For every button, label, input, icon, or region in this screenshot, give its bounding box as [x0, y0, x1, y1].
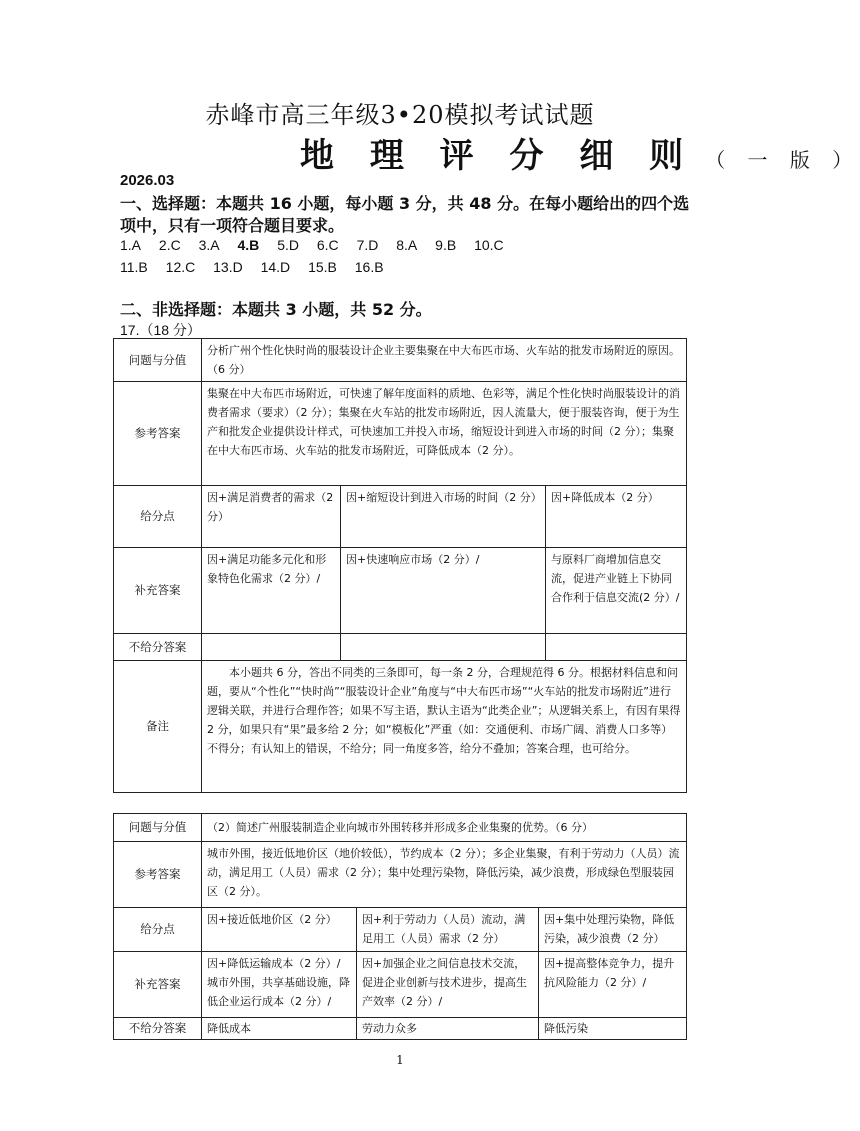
supplement-answer: 因+快速响应市场（2 分）/	[341, 548, 546, 634]
answer-item: 10.C	[474, 237, 504, 253]
exam-title: 赤峰市高三年级3•20模拟考试试题	[205, 101, 595, 129]
no-score-answer	[202, 634, 341, 661]
score-point: 因+满足消费者的需求（2 分）	[202, 486, 341, 548]
exam-date: 2026.03	[120, 172, 175, 189]
row-label: 参考答案	[114, 382, 202, 486]
answer-item: 2.C	[158, 237, 181, 253]
table-row	[114, 548, 687, 634]
document-subtitle	[300, 128, 860, 177]
table-row	[114, 486, 687, 548]
reference-answer: 集聚在中大布匹市场附近，可快速了解年度面料的质地、色彩等，满足个性化快时尚服装设计的消费者需求（要求）（2 分）；集聚在火车站的批发市场附近，因人流量大，便于服装咨询，便于为生产和批发企业提供设计样式，可快速加工并投入市场，缩短设计到进入市场的时间（2 分）；集聚在中大布匹市场、火车站的批发市场附近，可降低成本（2 分）。	[202, 382, 687, 486]
table-row	[114, 339, 687, 382]
supplement-answer: 因+加强企业之间信息技术交流，促进企业创新与技术进步，提高生产效率（2 分）/	[357, 952, 539, 1018]
answer-item: 8.A	[396, 237, 418, 253]
row-label: 不给分答案	[114, 634, 202, 661]
table-row	[114, 952, 687, 1018]
row-label: 参考答案	[114, 842, 202, 908]
scoring-table-2	[113, 813, 687, 1040]
answer-item: 13.D	[213, 259, 243, 275]
reference-answer: 城市外围，接近低地价区（地价较低），节约成本（2 分）；多企业集聚，有利于劳动力（人员）流动，满足用工（人员）需求（2 分）；集中处理污染物，降低污染，减少浪费，形成绿色型服装园区（2 分）。	[202, 842, 687, 908]
row-label: 给分点	[114, 908, 202, 952]
answer-item: 3.A	[198, 237, 220, 253]
row-label: 问题与分值	[114, 339, 202, 382]
table-row	[114, 842, 687, 908]
answer-item: 12.C	[165, 259, 196, 275]
answer-item: 11.B	[120, 259, 148, 275]
score-point: 因+接近低地价区（2 分）	[202, 908, 357, 952]
score-point: 因+利于劳动力（人员）流动，满足用工（人员）需求（2 分）	[357, 908, 539, 952]
score-point: 因+集中处理污染物，降低污染，减少浪费（2 分）	[539, 908, 687, 952]
answer-item: 7.D	[356, 237, 379, 253]
row-label: 给分点	[114, 486, 202, 548]
question-text: （2）简述广州服装制造企业向城市外围转移并形成多企业集聚的优势。（6 分）	[202, 814, 687, 842]
answer-item: 14.D	[260, 259, 291, 275]
score-point: 因+降低成本（2 分）	[546, 486, 687, 548]
question-17-label: 17.（18 分）	[120, 322, 201, 338]
row-label: 补充答案	[114, 548, 202, 634]
table-row	[114, 1018, 687, 1040]
version-label: （ 一 版 ）	[705, 148, 860, 172]
row-label: 备注	[114, 661, 202, 793]
supplement-answer: 因+降低运输成本（2 分）/城市外围，共享基础设施，降低企业运行成本（2 分）/	[202, 952, 357, 1018]
section1-heading: 一、选择题：本题共 16 小题，每小题 3 分，共 48 分。在每小题给出的四个选项中，只有一项符合题目要求。	[120, 194, 690, 235]
answer-item: 15.B	[308, 259, 337, 275]
no-score-answer: 降低污染	[539, 1018, 687, 1040]
answer-item: 5.D	[277, 237, 299, 253]
notes-text: 本小题共 6 分，答出不同类的三条即可，每一条 2 分，合理规范得 6 分。根据材料信息和问题，要从“个性化”“快时尚”“服装设计企业”角度与“中大布匹市场”“火车站的批发市场附近”进行逻辑关联，并进行合理作答；如果不写主语，默认主语为“此类企业”；从逻辑关系上，有因有果得 2 分，如果只有“果”最多给 2 分；如“模板化”严重（如：交通便利、市场广阔、消费人口多等）不得分；有认知上的错误，不给分；同一角度多答，给分不叠加；答案合理，也可给分。	[202, 661, 687, 793]
supplement-answer: 因+提高整体竞争力，提升抗风险能力（2 分）/	[539, 952, 687, 1018]
subtitle-text: 地 理 评 分 细 则	[300, 136, 696, 176]
question-text: 分析广州个性化快时尚的服装设计企业主要集聚在中大布匹市场、火车站的批发市场附近的原因。（6 分）	[202, 339, 687, 382]
answers-row-2	[120, 259, 398, 275]
table-row	[114, 908, 687, 952]
supplement-answer: 因+满足功能多元化和形象特色化需求（2 分）/	[202, 548, 341, 634]
page-number: 1	[396, 1053, 404, 1067]
no-score-answer: 降低成本	[202, 1018, 357, 1040]
answer-item: 4.B	[237, 237, 260, 253]
answer-item: 6.C	[316, 237, 339, 253]
answer-item: 16.B	[354, 259, 384, 275]
table-row	[114, 382, 687, 486]
answer-item: 9.B	[435, 237, 457, 253]
supplement-answer: 与原料厂商增加信息交流，促进产业链上下协同合作利于信息交流(2 分）/	[546, 548, 687, 634]
answers-row-1	[120, 237, 518, 253]
table-row	[114, 814, 687, 842]
score-point: 因+缩短设计到进入市场的时间（2 分）	[341, 486, 546, 548]
row-label: 补充答案	[114, 952, 202, 1018]
row-label: 不给分答案	[114, 1018, 202, 1040]
no-score-answer	[341, 634, 546, 661]
table-row	[114, 634, 687, 661]
no-score-answer: 劳动力众多	[357, 1018, 539, 1040]
no-score-answer	[546, 634, 687, 661]
row-label: 问题与分值	[114, 814, 202, 842]
table-row	[114, 661, 687, 793]
scoring-table-1	[113, 338, 687, 793]
section2-heading: 二、非选择题：本题共 3 小题，共 52 分。	[120, 300, 432, 319]
answer-item: 1.A	[120, 237, 142, 253]
